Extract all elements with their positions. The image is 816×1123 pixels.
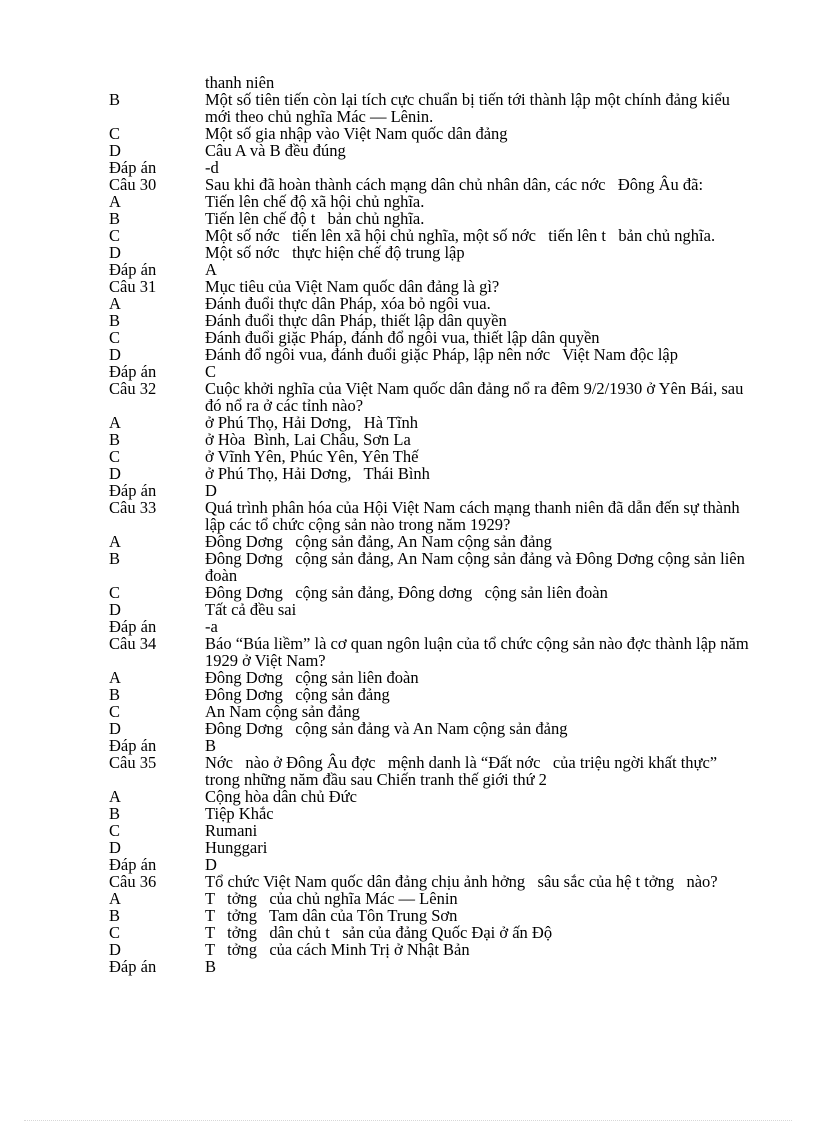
row-label: B [109, 804, 121, 823]
answer-row [109, 958, 749, 975]
option-row [109, 193, 749, 210]
row-text: Đông Dơng cộng sản đảng và An Nam cộng sản đảng [205, 719, 568, 738]
row-label: Đáp án [109, 260, 157, 279]
row-label: C [109, 583, 121, 602]
answer-row [109, 482, 749, 499]
row-text: Tiến lên chế độ xã hội chủ nghĩa. [205, 192, 425, 211]
question-row [109, 873, 749, 890]
row-label: Đáp án [109, 957, 157, 976]
option-row [109, 227, 749, 244]
row-label: Đáp án [109, 736, 157, 755]
row-text: Đông Dơng cộng sản đảng [205, 685, 390, 704]
row-label: C [109, 124, 121, 143]
row-text: Một số nớc tiến lên xã hội chủ nghĩa, một số nớc tiến lên t bản chủ nghĩa. [205, 226, 716, 245]
row-text: C [205, 362, 217, 381]
row-text: D [205, 481, 217, 500]
row-text: B [205, 957, 217, 976]
row-label: B [109, 685, 121, 704]
answer-row [109, 159, 749, 176]
row-label: B [109, 906, 121, 925]
row-label: D [109, 464, 121, 483]
row-text: -d [205, 158, 219, 177]
row-text: T tởng dân chủ t sản của đảng Quốc Đại ở ấn Độ [205, 923, 553, 942]
option-row [109, 465, 749, 482]
row-text: T tởng của cách Minh Trị ở Nhật Bản [205, 940, 470, 959]
option-row [109, 788, 749, 805]
option-row [109, 669, 749, 686]
row-label: D [109, 719, 121, 738]
row-text: B [205, 736, 217, 755]
row-label: A [109, 294, 121, 313]
row-text: T tởng của chủ nghĩa Mác — Lênin [205, 889, 458, 908]
answer-row [109, 856, 749, 873]
option-row [109, 703, 749, 720]
option-row [109, 839, 749, 856]
question-row [109, 176, 749, 193]
row-label: D [109, 600, 121, 619]
option-row [109, 584, 749, 601]
row-label: C [109, 226, 121, 245]
row-label: Câu 33 [109, 498, 157, 517]
answer-row [109, 261, 749, 278]
row-text: ở Phú Thọ, Hải Dơng, Thái Bình [205, 464, 430, 483]
option-row [109, 907, 749, 924]
answer-row [109, 363, 749, 380]
row-text: Báo “Búa liềm” là cơ quan ngôn luận của tổ chức cộng sản nào đợc thành lập năm 1929 ở Việt Nam? [205, 634, 753, 670]
row-label: Câu 35 [109, 753, 157, 772]
row-text: Sau khi đã hoàn thành cách mạng dân chủ nhân dân, các nớc Đông Âu đã: [205, 175, 704, 194]
row-text: Một số tiên tiến còn lại tích cực chuẩn bị tiến tới thành lập một chính đảng kiểu mới theo chủ nghĩa Mác — Lênin. [205, 90, 735, 126]
option-row [109, 125, 749, 142]
row-label: B [109, 430, 121, 449]
row-text: Tổ chức Việt Nam quốc dân đảng chịu ảnh hởng sâu sắc của hệ t tởng nào? [205, 872, 718, 891]
row-text: An Nam cộng sản đảng [205, 702, 360, 721]
row-text: Đánh đuổi thực dân Pháp, thiết lập dân quyền [205, 311, 507, 330]
option-row [109, 805, 749, 822]
row-text: Một số nớc thực hiện chế độ trung lập [205, 243, 465, 262]
answer-row [109, 737, 749, 754]
row-text: Hunggari [205, 838, 268, 857]
option-row [109, 431, 749, 448]
row-label: C [109, 923, 121, 942]
row-label: Đáp án [109, 481, 157, 500]
question-row [109, 380, 749, 414]
row-text: Đông Dơng cộng sản đảng, An Nam cộng sản đảng và Đông Dơng cộng sản liên đoàn [205, 549, 749, 585]
answer-row [109, 618, 749, 635]
option-row [109, 941, 749, 958]
row-label: D [109, 243, 121, 262]
option-row [109, 890, 749, 907]
option-row [109, 924, 749, 941]
row-label: D [109, 940, 121, 959]
row-text: Đông Dơng cộng sản đảng, Đông dơng cộng sản liên đoàn [205, 583, 608, 602]
option-row [109, 550, 749, 584]
row-label: A [109, 889, 121, 908]
row-text: Cộng hòa dân chủ Đức [205, 787, 357, 806]
page-bottom-divider [24, 1120, 792, 1121]
question-row [109, 754, 749, 788]
row-text: Tiệp Khắc [205, 804, 274, 823]
row-label: Đáp án [109, 617, 157, 636]
option-row [109, 720, 749, 737]
row-label: A [109, 413, 121, 432]
row-label: A [109, 532, 121, 551]
row-label: B [109, 311, 121, 330]
row-label: Câu 36 [109, 872, 157, 891]
row-text: A [205, 260, 217, 279]
row-text: Đánh đuổi giặc Pháp, đánh đổ ngôi vua, thiết lập dân quyền [205, 328, 600, 347]
option-row [109, 210, 749, 227]
row-label: A [109, 787, 121, 806]
row-text: Cuộc khởi nghĩa của Việt Nam quốc dân đảng nổ ra đêm 9/2/1930 ở Yên Bái, sau đó nổ ra ở các tỉnh nào? [205, 379, 748, 415]
row-label: B [109, 90, 121, 109]
option-row [109, 448, 749, 465]
row-text: ở Phú Thọ, Hải Dơng, Hà Tĩnh [205, 413, 419, 432]
option-row [109, 533, 749, 550]
option-row [109, 686, 749, 703]
row-text: Đông Dơng cộng sản liên đoàn [205, 668, 419, 687]
option-row [109, 295, 749, 312]
row-text: Câu A và B đều đúng [205, 141, 346, 160]
row-label: Câu 30 [109, 175, 157, 194]
row-text: thanh niên [205, 73, 275, 92]
question-row [109, 278, 749, 295]
option-row [109, 312, 749, 329]
row-label: B [109, 549, 121, 568]
question-row [109, 634, 753, 670]
row-label: A [109, 668, 121, 687]
row-text: -a [205, 617, 218, 636]
row-label: B [109, 209, 121, 228]
row-label: C [109, 328, 121, 347]
row-label: C [109, 702, 121, 721]
row-text: Đánh đổ ngôi vua, đánh đuổi giặc Pháp, lập nên nớc Việt Nam độc lập [205, 345, 678, 364]
option-row [109, 414, 749, 431]
row-text: Rumani [205, 821, 258, 840]
row-text: ở Hòa Bình, Lai Châu, Sơn La [205, 430, 411, 449]
row-label: Đáp án [109, 362, 157, 381]
option-row [109, 601, 749, 618]
row-label: Đáp án [109, 855, 157, 874]
row-label: A [109, 192, 121, 211]
option-row [109, 91, 749, 125]
row-text: Tất cả đều sai [205, 600, 297, 619]
row-label: C [109, 821, 121, 840]
row-label: Câu 34 [109, 634, 157, 653]
row-text: Tiến lên chế độ t bản chủ nghĩa. [205, 209, 425, 228]
option-row [109, 244, 749, 261]
row-label [109, 74, 205, 91]
row-text: ở Vĩnh Yên, Phúc Yên, Yên Thế [205, 447, 419, 466]
row-label: Câu 32 [109, 379, 157, 398]
continuation-row [109, 74, 749, 91]
row-text: Quá trình phân hóa của Hội Việt Nam cách mạng thanh niên đã dẫn đến sự thành lập các tổ chức cộng sản nào trong năm 1929? [205, 498, 744, 534]
row-text: Mục tiêu của Việt Nam quốc dân đảng là gì? [205, 277, 500, 296]
row-text: Một số gia nhập vào Việt Nam quốc dân đảng [205, 124, 508, 143]
row-label: Câu 31 [109, 277, 157, 296]
row-text: Đông Dơng cộng sản đảng, An Nam cộng sản đảng [205, 532, 552, 551]
row-label: D [109, 345, 121, 364]
option-row [109, 142, 749, 159]
row-label: C [109, 447, 121, 466]
question-row [109, 499, 749, 533]
row-text: Nớc nào ở Đông Âu đợc mệnh danh là “Đất nớc của triệu ngời khất thực” trong những năm đầu sau Chiến tranh thế giới thứ 2 [205, 753, 722, 789]
row-label: D [109, 838, 121, 857]
row-text: D [205, 855, 217, 874]
question-list [109, 73, 753, 976]
row-label: Đáp án [109, 158, 157, 177]
option-row [109, 346, 749, 363]
option-row [109, 822, 749, 839]
row-text: Đánh đuổi thực dân Pháp, xóa bỏ ngôi vua. [205, 294, 491, 313]
option-row [109, 329, 749, 346]
row-label: D [109, 141, 121, 160]
row-text: T tởng Tam dân của Tôn Trung Sơn [205, 906, 458, 925]
